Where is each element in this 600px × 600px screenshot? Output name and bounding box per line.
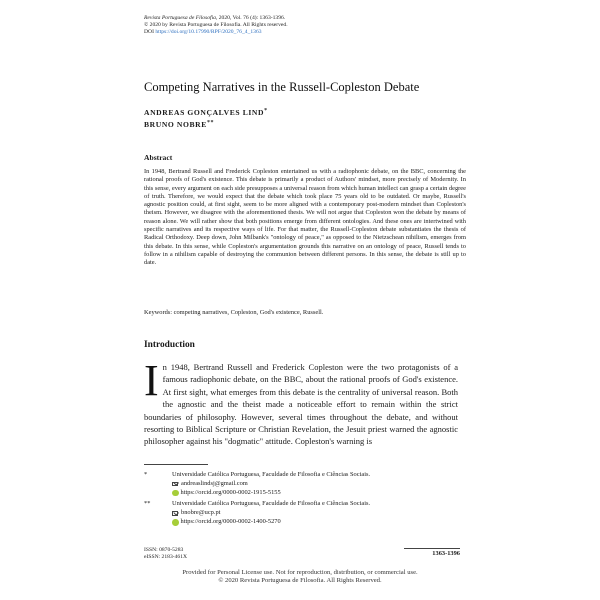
footnote-orcid[interactable]: https://orcid.org/0000-0002-1915-5155 <box>180 488 281 496</box>
drop-cap: I <box>144 356 159 405</box>
orcid-icon <box>172 490 179 497</box>
author-list <box>144 106 464 130</box>
issn: ISSN: 0870-5283 <box>144 547 184 553</box>
license-copyright: © 2020 Revista Portuguesa de Filosofia. All Rights Reserved. <box>218 577 382 585</box>
author-name: ANDREAS GONÇALVES LIND <box>144 108 265 117</box>
mail-icon <box>172 482 178 487</box>
footnote-divider <box>144 464 208 465</box>
author-footnote-mark[interactable]: ** <box>206 120 215 126</box>
keywords-line: Keywords: competing narratives, Copleston, God's existence, Russell. <box>144 309 324 316</box>
eissn: eISSN: 2183-461X <box>144 554 188 560</box>
pages-divider <box>404 548 460 549</box>
introduction-body <box>144 356 458 448</box>
article-title: Competing Narratives in the Russell-Copleston Debate <box>144 80 420 94</box>
mail-icon <box>172 511 178 516</box>
introduction-text: n 1948, Bertrand Russell and Frederick Copleston were the two protagonists of a famous radiophonic debate, on the BBC, about the rational proofs of God's existence. At first sight, what emerges from this debate is the centrality of universal reason. Both the agnostic and the theist made a noticeable effort to remain within the strict boundaries of philosophy. However, several times throughout the debate, and without resorting to Biblical Scripture or Christian Revelation, the Jesuit priest warned the agnostic philosopher against his "dogmatic" attitude. Copleston's warning is <box>144 362 458 447</box>
footnote-email[interactable]: bnobre@ucp.pt <box>181 509 221 517</box>
page-range: 1363-1396 <box>432 550 460 557</box>
footnote-orcid[interactable]: https://orcid.org/0000-0002-1400-5270 <box>180 517 281 525</box>
license-line: Provided for Personal License use. Not for reproduction, distribution, or commercial use. <box>182 569 418 576</box>
copyright-line: © 2020 by Revista Portuguesa de Filosofia. All Rights reserved. <box>144 22 288 29</box>
footnote-affiliation: Universidade Católica Portuguesa, Faculdade de Filosofia e Ciências Sociais. <box>172 471 371 478</box>
doi-label: DOI <box>144 29 154 36</box>
author-name: BRUNO NOBRE <box>144 120 207 129</box>
orcid-icon <box>172 519 179 526</box>
journal-name: Revista Portuguesa de Filosofia <box>144 15 216 21</box>
footnote-item <box>144 471 464 497</box>
footnote-item <box>144 500 464 526</box>
footnote-affiliation: Universidade Católica Portuguesa, Faculdade de Filosofia e Ciências Sociais. <box>172 500 371 508</box>
footnote-email[interactable]: andreaslindsj@gmail.com <box>181 479 248 487</box>
doi-link[interactable]: https://doi.org/10.17990/RPF/2020_76_4_1363 <box>155 29 262 36</box>
author-footnote-mark[interactable]: * <box>264 108 268 114</box>
journal-citation: , 2020, Vol. 76 (4): 1363-1396. <box>215 15 286 21</box>
footnote-mark: ** <box>144 500 151 508</box>
license-footer <box>0 569 600 586</box>
footnotes <box>144 471 464 527</box>
introduction-heading: Introduction <box>144 340 195 350</box>
issn-block <box>144 547 187 561</box>
abstract-text: In 1948, Bertrand Russell and Frederick Copleston entertained us with a radiophonic debate, on the BBC, concerning the rational proofs of God's existence. This debate is primarily a product of Authors' mindset, more precisely of Modernity. In this sense, every argument on each side presupposes a universal reason from which human intellect can grasp a certain degree of truth. Therefore, we would expect that the debate which took place 75 years old to be outdated. Or maybe, Russell's agnostic position could, at first sight, seem to be more aligned with a contemporary post-modern mindset than Copleston's theism. However, we disagree with the aforementioned thesis. We will not argue that Copleston won the debate by means of reason alone. We will rather show that both positions emerge from different ontologies. And these ones are intertwined with specific narratives and its respective ways of life. For that matter, the Russell-Copleston debate substantiates the thesis of Radical Orthodoxy. Deep down, John Milbank's "ontology of peace," as opposed to the Nietzschean nihilism, emerges from this debate. In this sense, while Copleston's argumentation grounds this narrative on an ontology of peace, Russell tends to follow in a nihilism capable of destroying the communion between different persons. In this sense, the debate is still up to date. <box>144 168 466 267</box>
abstract-heading: Abstract <box>144 153 173 162</box>
footnote-mark: * <box>144 471 148 478</box>
journal-header <box>144 15 464 37</box>
